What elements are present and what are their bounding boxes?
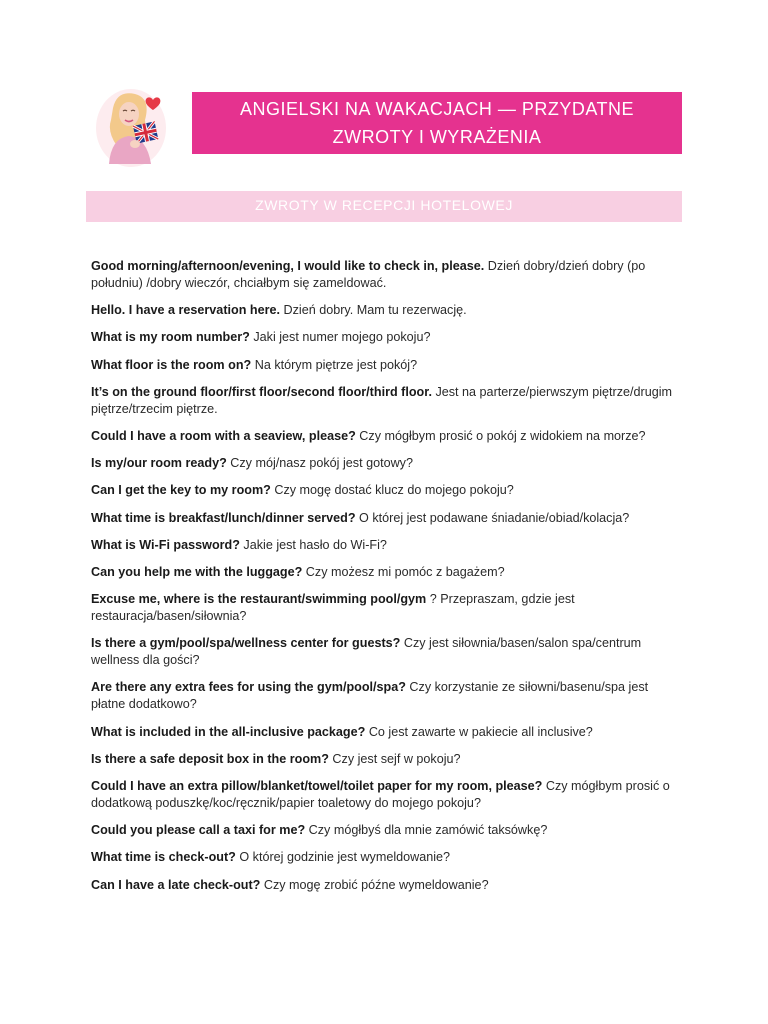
phrase-en: Could I have an extra pillow/blanket/towel/toilet paper for my room, please? xyxy=(91,779,543,793)
phrase-pl: Czy jest siłownia/basen/salon spa/centrum wellness dla gości? xyxy=(91,636,642,668)
phrase-en: What is my room number? xyxy=(91,330,250,345)
phrase-pl: Jakie jest hasło do Wi-Fi? xyxy=(239,537,387,552)
phrase-pl: O której jest podawane śniadanie/obiad/kolacja? xyxy=(355,510,630,525)
phrase-pl: Czy możesz mi pomóc z bagażem? xyxy=(302,564,505,579)
list-item xyxy=(91,877,681,894)
phrase-pl: Czy mógłbym prosić o dodatkową poduszkę/koc/ręcznik/papier toaletowy do mojego pokoju? xyxy=(91,779,670,810)
list-item xyxy=(91,258,681,292)
phrase-pl: Czy mógłbyś dla mnie zamówić taksówkę? xyxy=(305,823,548,838)
phrase-en: Can you help me with the luggage? xyxy=(91,564,303,579)
list-item xyxy=(91,357,681,374)
phrase-en: Good morning/afternoon/evening, I would like to check in, please. xyxy=(91,259,485,273)
list-item xyxy=(91,822,681,839)
list-item xyxy=(91,564,681,581)
list-item xyxy=(91,455,681,472)
list-item xyxy=(91,537,681,554)
phrase-pl: Co jest zawarte w pakiecie all inclusive? xyxy=(365,724,593,739)
phrase-en: Can I get the key to my room? xyxy=(91,483,271,498)
list-item xyxy=(91,482,681,499)
phrase-pl: Jaki jest numer mojego pokoju? xyxy=(249,330,431,345)
list-item xyxy=(91,302,681,319)
phrase-pl: Czy mój/nasz pokój jest gotowy? xyxy=(226,456,413,471)
phrase-pl: Czy mógłbym prosić o pokój z widokiem na morze? xyxy=(355,428,646,443)
phrase-en: What is included in the all-inclusive package? xyxy=(91,724,366,739)
list-item xyxy=(91,635,681,669)
list-item xyxy=(91,778,681,812)
list-item xyxy=(91,510,681,527)
title-line-1: ANGIELSKI NA WAKACJACH — PRZYDATNE xyxy=(239,99,635,119)
phrase-en: Is there a gym/pool/spa/wellness center for guests? xyxy=(91,636,401,651)
phrase-en: Can I have a late check-out? xyxy=(91,877,261,892)
phrase-list xyxy=(91,258,681,904)
phrase-pl: ? Przepraszam, gdzie jest restauracja/basen/siłownia? xyxy=(91,592,575,624)
phrase-en: Is my/our room ready? xyxy=(91,456,227,471)
phrase-pl: Dzień dobry/dzień dobry (po południu) /dobry wieczór, chciałbym się zameldować. xyxy=(91,259,646,290)
phrase-en: Excuse me, where is the restaurant/swimming pool/gym xyxy=(91,592,427,607)
list-item xyxy=(91,428,681,445)
avatar xyxy=(95,86,167,168)
phrase-en: What floor is the room on? xyxy=(91,357,252,372)
phrase-en: Could I have a room with a seaview, please? xyxy=(91,428,356,443)
phrase-en: What time is breakfast/lunch/dinner served? xyxy=(91,510,356,525)
list-item xyxy=(91,329,681,346)
phrase-pl: Dzień dobry. Mam tu rezerwację. xyxy=(280,303,467,318)
phrase-en: Is there a safe deposit box in the room? xyxy=(91,751,329,766)
title-line-2: ZWROTY I WYRAŻENIA xyxy=(332,127,542,147)
phrase-pl: Czy korzystanie ze siłowni/basenu/spa jest płatne dodatkowo? xyxy=(91,680,649,712)
phrase-en: Hello. I have a reservation here. xyxy=(91,303,280,318)
phrase-en: Are there any extra fees for using the gym/pool/spa? xyxy=(91,680,406,695)
phrase-pl: Czy jest sejf w pokoju? xyxy=(328,751,461,766)
phrase-en: It’s on the ground floor/first floor/second floor/third floor. xyxy=(91,384,432,399)
section-heading: ZWROTY W RECEPCJI HOTELOWEJ xyxy=(86,191,682,222)
phrase-en: What time is check-out? xyxy=(91,850,236,865)
list-item xyxy=(91,724,681,741)
phrase-pl: Jest na parterze/pierwszym piętrze/drugim piętrze/trzecim piętrze. xyxy=(91,384,673,416)
phrase-en: What is Wi-Fi password? xyxy=(91,537,240,552)
list-item xyxy=(91,849,681,866)
title-banner xyxy=(192,92,682,154)
woman-with-uk-flag-icon xyxy=(95,86,167,168)
list-item xyxy=(91,751,681,768)
phrase-pl: Czy mogę zrobić późne wymeldowanie? xyxy=(260,877,489,892)
list-item xyxy=(91,384,681,418)
phrase-pl: O której godzinie jest wymeldowanie? xyxy=(235,850,451,865)
list-item xyxy=(91,591,681,625)
phrase-pl: Na którym piętrze jest pokój? xyxy=(251,357,418,372)
phrase-pl: Czy mogę dostać klucz do mojego pokoju? xyxy=(270,483,514,498)
phrase-en: Could you please call a taxi for me? xyxy=(91,823,306,838)
list-item xyxy=(91,679,681,713)
